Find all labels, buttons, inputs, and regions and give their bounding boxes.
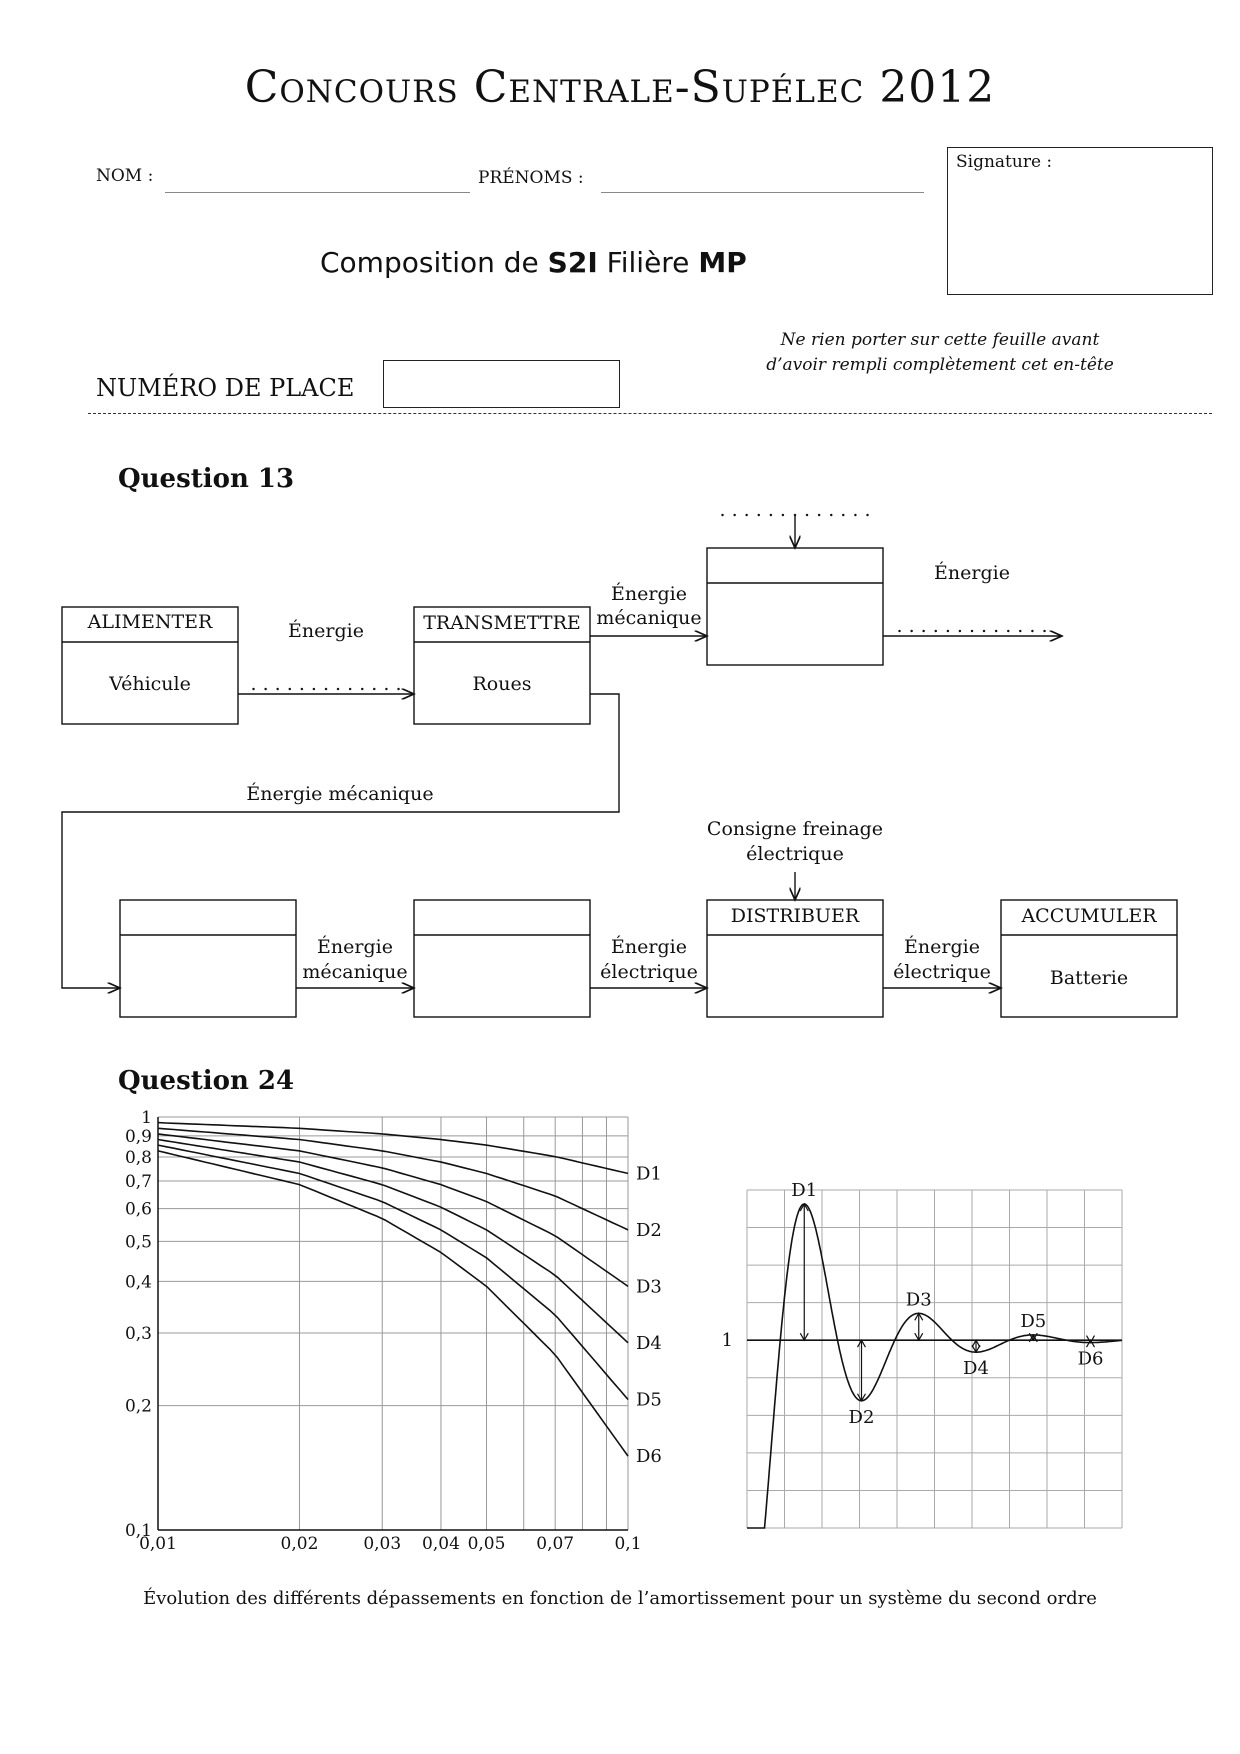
series-label-d6: D6 — [636, 1446, 662, 1468]
label-b2-d-b: électrique — [600, 961, 698, 983]
label-d-a-b: électrique — [893, 961, 991, 983]
transmettre-body: Roues — [472, 673, 532, 695]
composition-subject: S2I — [547, 246, 598, 279]
label-energie-mecanique: Énergie mécanique — [246, 783, 434, 805]
step-level-one-label: 1 — [721, 1330, 733, 1352]
x-tick-label: 0,02 — [280, 1534, 319, 1554]
y-tick-label: 0,7 — [124, 1171, 152, 1192]
label-b2-d-a: Énergie — [611, 936, 687, 958]
y-tick-label: 0,6 — [124, 1199, 152, 1220]
alimenter-body: Véhicule — [109, 673, 191, 695]
series-label-d1: D1 — [636, 1163, 662, 1185]
overshoot-label-d5: D5 — [1020, 1310, 1047, 1332]
label-b1-b2-a: Énergie — [317, 936, 393, 958]
series-label-d2: D2 — [636, 1219, 662, 1241]
notice-line-1: Ne rien porter sur cette feuille avant — [780, 330, 1100, 350]
composition-middle: Filière — [606, 246, 690, 279]
overshoot-label-d1: D1 — [791, 1180, 818, 1201]
label-energie-2b: mécanique — [596, 607, 702, 629]
numero-place-label: NUMÉRO DE PLACE — [96, 374, 355, 402]
x-tick-label: 0,03 — [363, 1534, 402, 1554]
page-title: Concours Centrale-Supélec 2012 — [244, 62, 996, 113]
y-tick-label: 0,8 — [124, 1148, 152, 1169]
overshoot-label-d2: D2 — [848, 1406, 875, 1428]
question-24-title: Question 24 — [118, 1066, 295, 1096]
question-13-title: Question 13 — [118, 464, 295, 494]
label-energie-2a: Énergie — [611, 583, 687, 605]
x-tick-label: 0,01 — [139, 1534, 177, 1554]
overshoot-label-d4: D4 — [963, 1358, 989, 1380]
x-tick-label: 0,07 — [536, 1534, 575, 1554]
y-tick-label: 0,4 — [124, 1272, 152, 1293]
label-consigne-1: Consigne freinage — [706, 818, 884, 840]
transmettre-head: TRANSMETTRE — [423, 612, 581, 634]
label-energie-1: Énergie — [288, 620, 364, 642]
signature-label: Signature : — [956, 152, 1053, 172]
dots-2[interactable]: . . . . . . . . . . . . . — [896, 615, 1048, 637]
notice-line-2: d’avoir rempli complètement cet en-tête — [766, 355, 1114, 375]
figure-caption: Évolution des différents dépassements en fonction de l’amortissement pour un système du second ordre — [143, 1588, 1097, 1609]
label-consigne-2: électrique — [746, 843, 844, 865]
distribuer-head: DISTRIBUER — [730, 905, 860, 927]
y-tick-label: 0,5 — [124, 1232, 152, 1253]
y-tick-label: 0,1 — [124, 1521, 152, 1541]
x-tick-label: 0,05 — [467, 1534, 506, 1554]
overshoot-label-d6: D6 — [1077, 1348, 1104, 1370]
composition-prefix: Composition de — [320, 246, 539, 279]
nom-label: NOM : — [96, 166, 154, 186]
overshoot-label-d3: D3 — [905, 1289, 932, 1311]
dots-1[interactable]: . . . . . . . . . . . . . — [250, 673, 402, 695]
x-tick-label: 0,04 — [422, 1534, 460, 1554]
alimenter-head: ALIMENTER — [87, 611, 213, 633]
dots-3[interactable]: . . . . . . . . . . . . . — [719, 499, 871, 521]
y-tick-label: 0,9 — [124, 1126, 152, 1147]
composition-track: MP — [698, 246, 747, 279]
label-energie-3: Énergie — [934, 562, 1010, 584]
accumuler-head: ACCUMULER — [1021, 905, 1157, 927]
y-tick-label: 1 — [141, 1108, 152, 1128]
label-b1-b2-b: mécanique — [302, 961, 408, 983]
x-tick-label: 0,1 — [614, 1534, 642, 1554]
accumuler-body: Batterie — [1049, 967, 1129, 989]
y-tick-label: 0,2 — [124, 1396, 152, 1417]
label-d-a-a: Énergie — [904, 936, 980, 958]
series-label-d4: D4 — [636, 1332, 662, 1354]
prenoms-label: PRÉNOMS : — [478, 168, 584, 188]
series-label-d3: D3 — [636, 1276, 662, 1298]
series-label-d5: D5 — [636, 1389, 662, 1411]
y-tick-label: 0,3 — [124, 1323, 152, 1344]
